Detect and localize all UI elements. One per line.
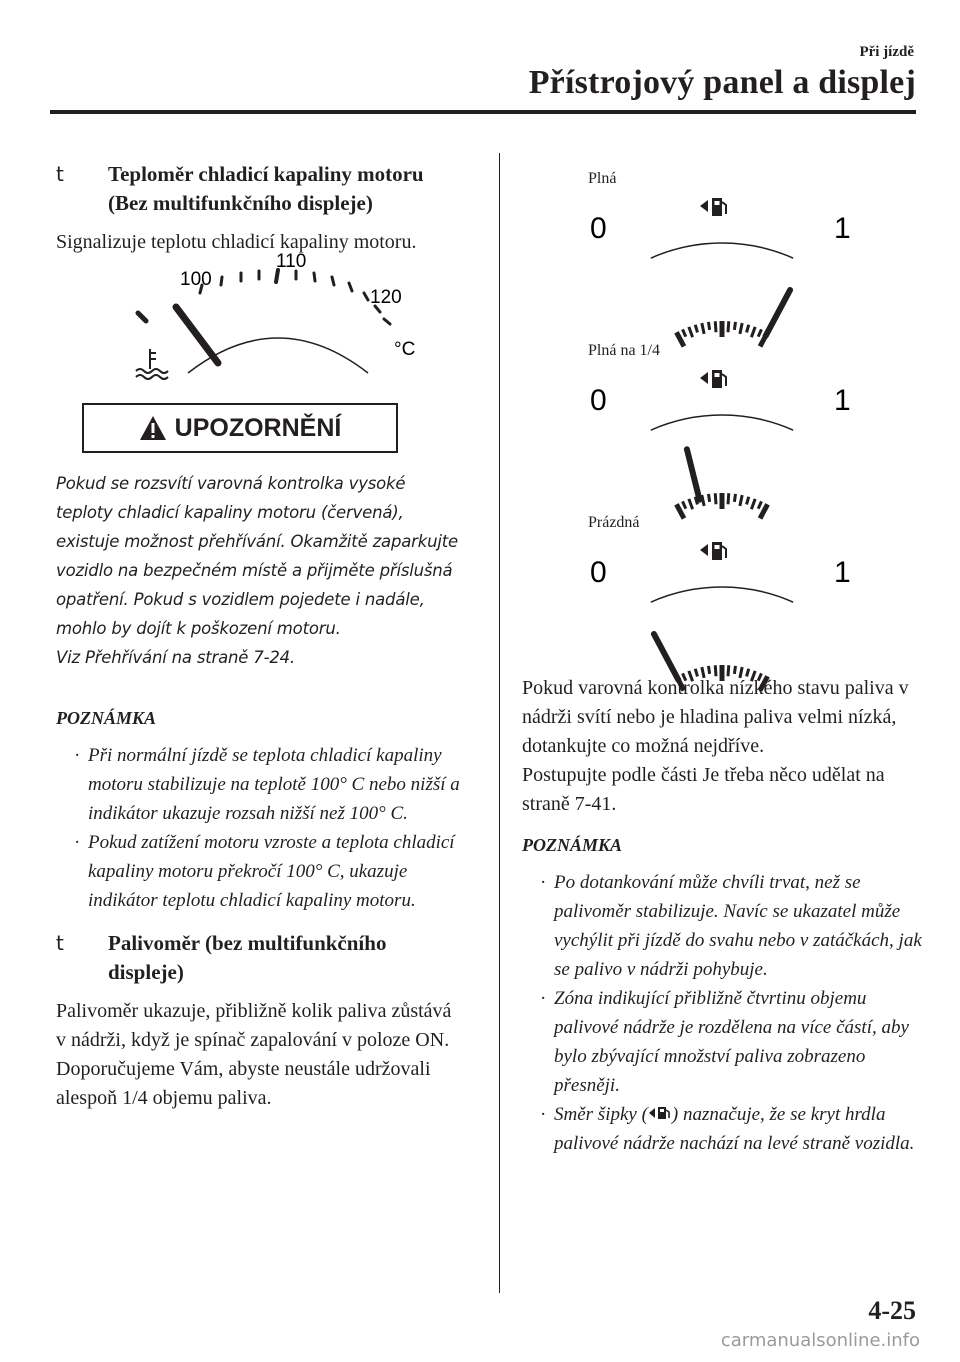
fuel-warning-text: Pokud varovná kontrolka nízkého stavu paliva v nádrži svítí nebo je hladina paliva velmi nízká, dotankujte co možná nejdříve. bbox=[522, 677, 909, 757]
fuel-gauge-tick bbox=[734, 666, 735, 674]
coolant-temperature-gauge bbox=[128, 251, 428, 393]
temp-unit: °C bbox=[394, 339, 416, 360]
coolant-heading-text: Teploměr chladicí kapaliny motoru (Bez multifunkčního displeje) bbox=[108, 162, 424, 215]
fuel-gauge-tick bbox=[751, 499, 755, 509]
note-text: Zóna indikující přibližně čtvrtinu objemu palivové nádrže je rozdělena na více částí, aby bylo zbývající množství paliva zobrazeno přesněji. bbox=[554, 988, 909, 1096]
fuel-gauge-tick bbox=[747, 497, 749, 505]
fuel-gauge bbox=[582, 532, 862, 662]
fuel-gauge-tick bbox=[747, 325, 749, 333]
fuel-pump-icon bbox=[700, 370, 726, 388]
fuel-gauge-tick bbox=[709, 322, 710, 330]
fuel-gauge-tick bbox=[709, 666, 710, 674]
note-text: Při normální jízdě se teplota chladicí kapaliny motoru stabilizuje na teplotě 100° C nebo nižší a indikátor ukazuje rozsah nižší než 100° C. bbox=[88, 745, 460, 824]
fuel-gauge-needle bbox=[654, 634, 678, 680]
fuel-gauge-max-label: 1 bbox=[834, 212, 851, 245]
coolant-heading bbox=[56, 160, 466, 218]
fuel-gauge-needle bbox=[687, 449, 700, 499]
section-bullet: t bbox=[56, 162, 64, 186]
caution-reference: Viz Přehřívání na straně 7-24. bbox=[56, 648, 295, 667]
right-column bbox=[522, 160, 922, 1158]
fuel-gauge-label: Prázdná bbox=[588, 514, 640, 531]
temp-label-120: 120 bbox=[370, 287, 402, 308]
fuel-gauge-tick bbox=[728, 321, 729, 332]
fuel-heading bbox=[56, 929, 466, 987]
fuel-gauge-arc bbox=[651, 415, 793, 430]
coolant-description: Signalizuje teplotu chladicí kapaliny motoru. bbox=[56, 231, 417, 253]
caution-body: Pokud se rozsvítí varovná kontrolka vysoké teploty chladicí kapaliny motoru (červená), existuje možnost přehřívání. Okamžitě zaparkujte vozidlo na bezpečném místě a přijměte příslušná opatření. Pokud s vozidlem pojedete i nadále, mohlo by dojít k poškození motoru. bbox=[56, 474, 458, 638]
fuel-gauge-tick bbox=[683, 501, 686, 508]
watermark: carmanualsonline.info bbox=[720, 1330, 920, 1351]
note-text: Směr šipky ( ) naznačuje, že se kryt hrdla palivové nádrže nachází na levé straně vozidla. bbox=[554, 1104, 915, 1154]
note-item: · Směr šipky ( ) naznačuje, že se kryt hrdla palivové nádrže nachází na levé straně vozidla. bbox=[540, 1104, 915, 1154]
fuel-gauge-tick bbox=[740, 495, 742, 506]
fuel-gauge-max-label: 1 bbox=[834, 384, 851, 417]
page-title: Přístrojový panel a displej bbox=[528, 64, 916, 101]
fuel-gauge-tick bbox=[758, 501, 761, 508]
fuel-gauge-tick bbox=[751, 327, 755, 337]
fuel-gauge-tick bbox=[715, 493, 716, 504]
note-text: Po dotankování může chvíli trvat, než se palivoměr stabilizuje. Navíc se ukazatel může vychýlit při jízdě do svahu nebo v zatáčkách, jak se palivo v nádrži pohybuje. bbox=[554, 872, 922, 980]
note-item: · Po dotankování může chvíli trvat, než se palivoměr stabilizuje. Navíc se ukazatel může vychýlit při jízdě do svahu nebo v zatáčkách, jak se palivo v nádrži pohybuje. bbox=[540, 872, 922, 980]
fuel-gauge-tick bbox=[695, 325, 697, 333]
fuel-gauge-list bbox=[522, 170, 922, 662]
fuel-gauge-needle bbox=[766, 290, 790, 336]
fuel-gauge-tick bbox=[728, 493, 729, 504]
note-item: · Pokud zatížení motoru vzroste a teplota chladicí kapaliny motoru překročí 100° C, ukazuje indikátor teplotu chladicí kapaliny motoru. bbox=[74, 832, 455, 911]
note-item: · Zóna indikující přibližně čtvrtinu objemu palivové nádrže je rozdělena na více částí, aby bylo zbývající množství paliva zobrazeno přesněji. bbox=[540, 988, 909, 1096]
fuel-pump-icon bbox=[648, 1104, 672, 1122]
fuel-gauge-min-label: 0 bbox=[590, 556, 607, 589]
fuel-gauge-tick bbox=[734, 494, 735, 502]
fuel-gauge-min-label: 0 bbox=[590, 384, 607, 417]
fuel-gauge-tick bbox=[734, 322, 735, 330]
temp-label-100: 100 bbox=[180, 269, 212, 290]
page-number: 4-25 bbox=[868, 1296, 916, 1325]
caution-label: UPOZORNĚNÍ bbox=[174, 413, 342, 442]
note-text: Pokud zatížení motoru vzroste a teplota chladicí kapaliny motoru překročí 100° C, ukazuje indikátor teplotu chladicí kapaliny motoru. bbox=[88, 832, 455, 911]
note-title-left: POZNÁMKA bbox=[56, 708, 157, 728]
section-bullet: t bbox=[56, 931, 64, 955]
fuel-gauge-tick bbox=[740, 323, 742, 334]
fuel-gauge-min-label: 0 bbox=[590, 212, 607, 245]
header-rule bbox=[50, 110, 916, 114]
note-item: · Při normální jízdě se teplota chladicí kapaliny motoru stabilizuje na teplotě 100° C nebo nižší a indikátor ukazuje rozsah nižší než 100° C. bbox=[74, 745, 460, 824]
fuel-pump-icon bbox=[700, 198, 726, 216]
fuel-gauge-tick bbox=[715, 321, 716, 332]
fuel-gauge-arc bbox=[651, 243, 793, 258]
fuel-heading-text: Palivoměr (bez multifunkčního displeje) bbox=[108, 931, 387, 984]
fuel-gauge-arc bbox=[651, 587, 793, 602]
column-divider bbox=[499, 153, 500, 1293]
fuel-description: Palivoměr ukazuje, přibližně kolik paliva zůstává v nádrži, když je spínač zapalování v poloze ON. Doporučujeme Vám, abyste neustále udržovali alespoň 1/4 objemu paliva. bbox=[56, 1000, 452, 1109]
header-section: Při jízdě bbox=[859, 44, 914, 60]
temp-label-110: 110 bbox=[276, 251, 307, 272]
fuel-gauge-label: Plná bbox=[588, 170, 617, 187]
fuel-gauge-tick bbox=[702, 323, 704, 334]
caution-text bbox=[56, 469, 466, 672]
fuel-gauge-label: Plná na 1/4 bbox=[588, 342, 660, 359]
fuel-gauge bbox=[582, 188, 862, 318]
warning-triangle-icon bbox=[139, 415, 167, 441]
fuel-gauge-tick bbox=[683, 329, 686, 336]
fuel-warning-reference: Postupujte podle části Je třeba něco udělat na straně 7-41. bbox=[522, 764, 885, 815]
fuel-pump-icon bbox=[700, 542, 726, 560]
fuel-gauge-max-label: 1 bbox=[834, 556, 851, 589]
caution-box bbox=[82, 403, 398, 453]
note-title-right: POZNÁMKA bbox=[522, 835, 623, 855]
fuel-gauge-tick bbox=[689, 499, 693, 509]
coolant-temperature-icon bbox=[136, 349, 168, 379]
fuel-gauge-tick bbox=[758, 329, 761, 336]
fuel-gauge bbox=[582, 360, 862, 490]
fuel-gauge-tick bbox=[689, 327, 693, 337]
fuel-gauge-tick bbox=[709, 494, 710, 502]
left-column bbox=[56, 160, 466, 1113]
